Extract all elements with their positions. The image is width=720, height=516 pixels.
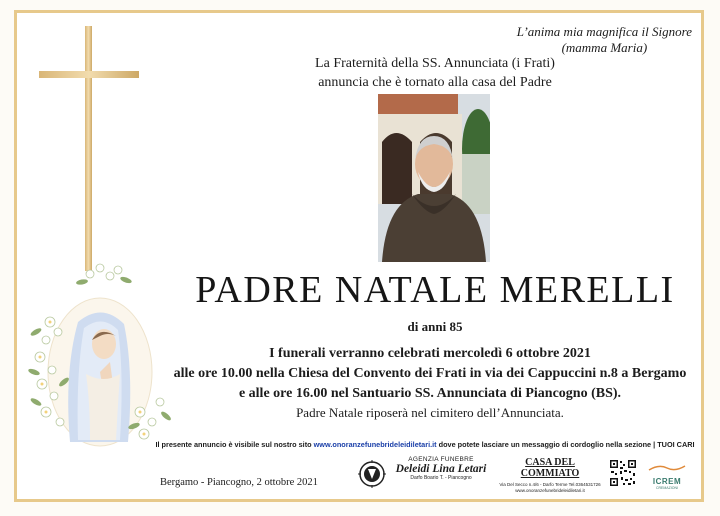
funeral-line-3: e alle ore 16.00 nel Santuario SS. Annunciata di Piancogno (BS).	[238, 386, 622, 401]
agency-name: Deleidi Lina Letari	[395, 463, 487, 475]
icrem-subtitle: CREMAZIONI	[656, 486, 678, 490]
agency-logo-icon	[358, 460, 386, 488]
house-title: CASA DEL COMMIATO	[520, 457, 580, 479]
funeral-agency	[358, 456, 494, 490]
deceased-age: di anni 85	[407, 319, 463, 334]
motto-line-1: L’anima mia magnifica il Signore	[516, 24, 692, 39]
notice-after: dove potete lasciare un messaggio di cordoglio nella sezione	[438, 440, 652, 449]
notice-section: TUOI CARI	[657, 440, 695, 449]
website-link[interactable]: www.onoranzefunebrideleidiletari.it	[313, 440, 437, 449]
icrem-wave-icon	[645, 464, 689, 472]
agency-location: Darfo Boario T. - Piancogno	[410, 475, 472, 481]
motto-line-2: (mamma Maria)	[561, 40, 648, 55]
motto	[517, 24, 692, 56]
burial-place: Padre Natale riposerà nel cimitero dell’Annunciata.	[296, 405, 564, 420]
place-date: Bergamo - Piancogno, 2 ottobre 2021	[160, 477, 318, 488]
notice-separator: |	[653, 440, 658, 449]
intro-line-1: La Fraternità della SS. Annunciata (i Frati)	[315, 56, 555, 71]
deceased-name: PADRE NATALE MERELLI	[195, 269, 675, 311]
website-notice	[150, 440, 700, 449]
cross-icon	[36, 26, 142, 271]
funeral-details	[160, 344, 700, 404]
icrem-name: ICREM	[652, 477, 682, 486]
agency-label: AGENZIA FUNEBRE	[408, 456, 474, 463]
funeral-line-2: alle ore 10.00 nella Chiesa del Convento dei Frati in via dei Cappuccini n.8 a Bergamo	[173, 366, 687, 381]
house-address: Via Del Secco n.4/6 - Darfo Terme Tel.0364531726	[499, 482, 601, 487]
intro-line-2: annuncia che è tornato alla casa del Padre	[318, 75, 552, 90]
casa-del-commiato	[495, 457, 605, 493]
qr-code-icon	[609, 459, 637, 487]
funeral-line-1: I funerali verranno celebrati mercoledì 6 ottobre 2021	[269, 346, 591, 361]
portrait-photo	[378, 94, 490, 262]
intro-text	[250, 54, 620, 92]
icrem-logo-icon	[645, 459, 689, 490]
notice-before: Il presente annuncio è visibile sul nostro sito	[155, 440, 312, 449]
house-website: www.onoranzefunebrideleidiletari.it	[515, 488, 585, 493]
